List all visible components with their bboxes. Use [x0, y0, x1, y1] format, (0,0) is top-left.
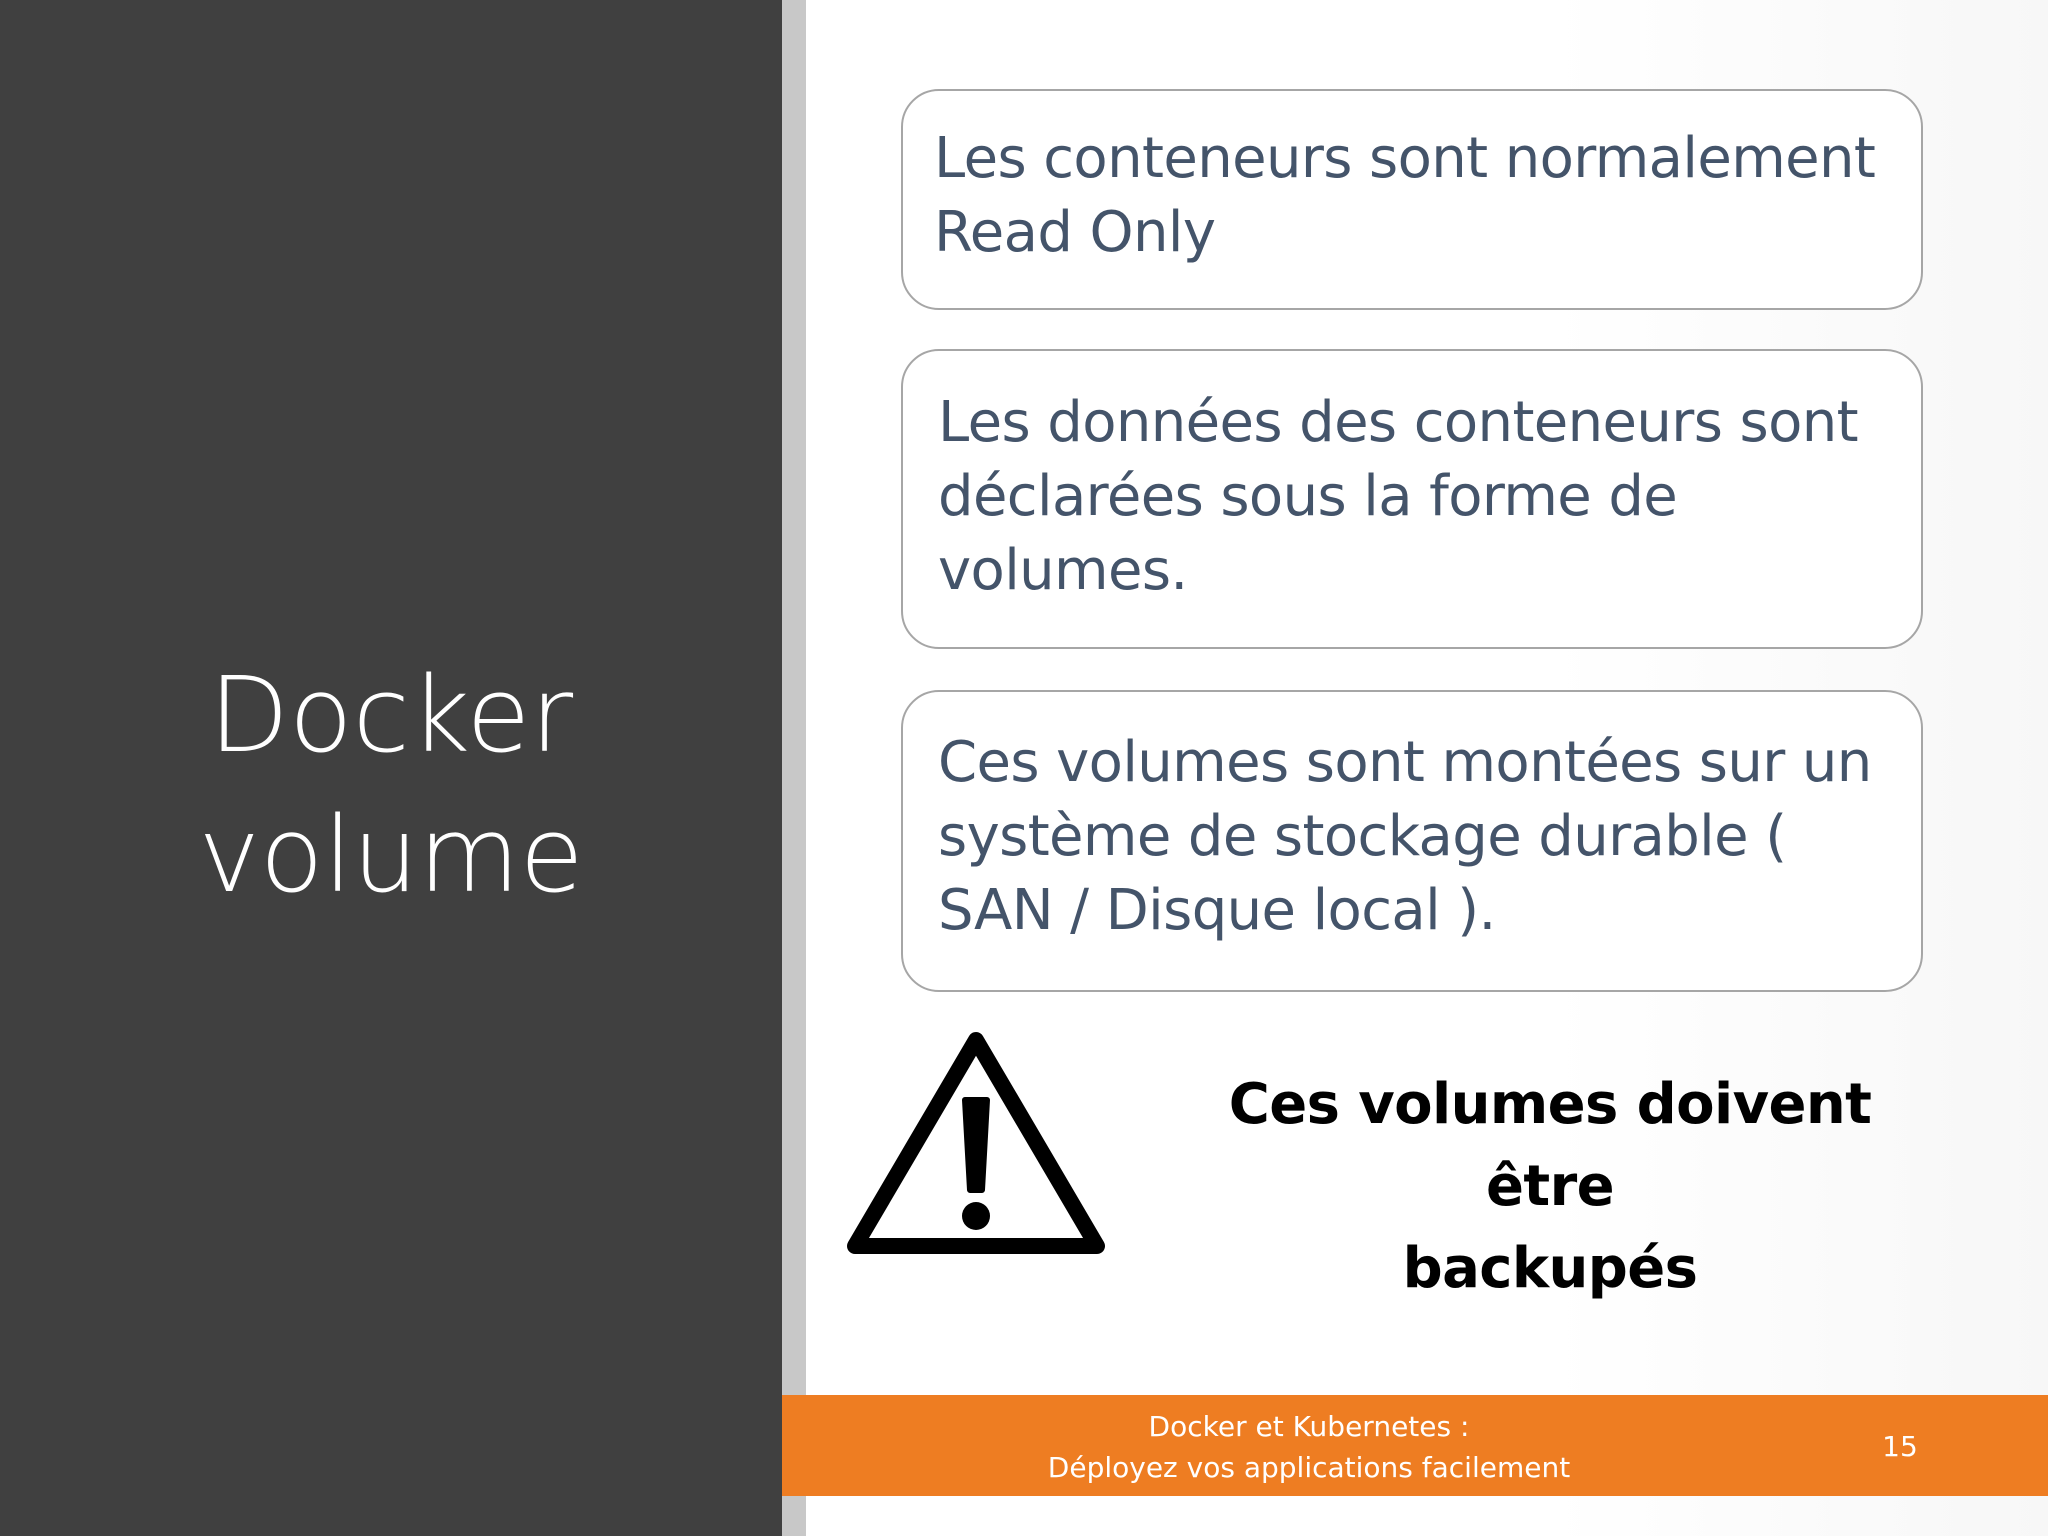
footer-caption-line: Docker et Kubernetes :: [1148, 1410, 1470, 1443]
warning-message-line: Ces volumes doivent être: [1228, 1072, 1872, 1219]
card-text-line: Read Only: [934, 200, 1216, 265]
slide-title: [0, 645, 782, 925]
warning-triangle-icon: [843, 1024, 1109, 1258]
slide-title-line: volume: [198, 794, 584, 916]
warning-message: [1160, 1064, 1940, 1310]
card-text: [934, 122, 1875, 270]
panel-divider: [782, 0, 806, 1536]
card-text-line: Les conteneurs sont normalement: [934, 126, 1876, 191]
card-text-line: SAN / Disque local ).: [938, 878, 1496, 943]
page-number: 15: [1882, 1430, 1918, 1463]
footer-caption-line: Déployez vos applications facilement: [1047, 1451, 1571, 1484]
card-text: [938, 386, 1858, 608]
slide-title-line: Docker: [208, 654, 574, 776]
card-text-line: système de stockage durable (: [938, 804, 1787, 869]
card-text: [938, 726, 1872, 948]
footer-caption: [782, 1406, 1836, 1488]
card-text-line: déclarées sous la forme de: [938, 464, 1678, 529]
card-text-line: Ces volumes sont montées sur un: [938, 730, 1872, 795]
card-text-line: Les données des conteneurs sont: [938, 390, 1858, 455]
warning-message-line: backupés: [1402, 1236, 1698, 1301]
card-text-line: volumes.: [938, 538, 1188, 603]
